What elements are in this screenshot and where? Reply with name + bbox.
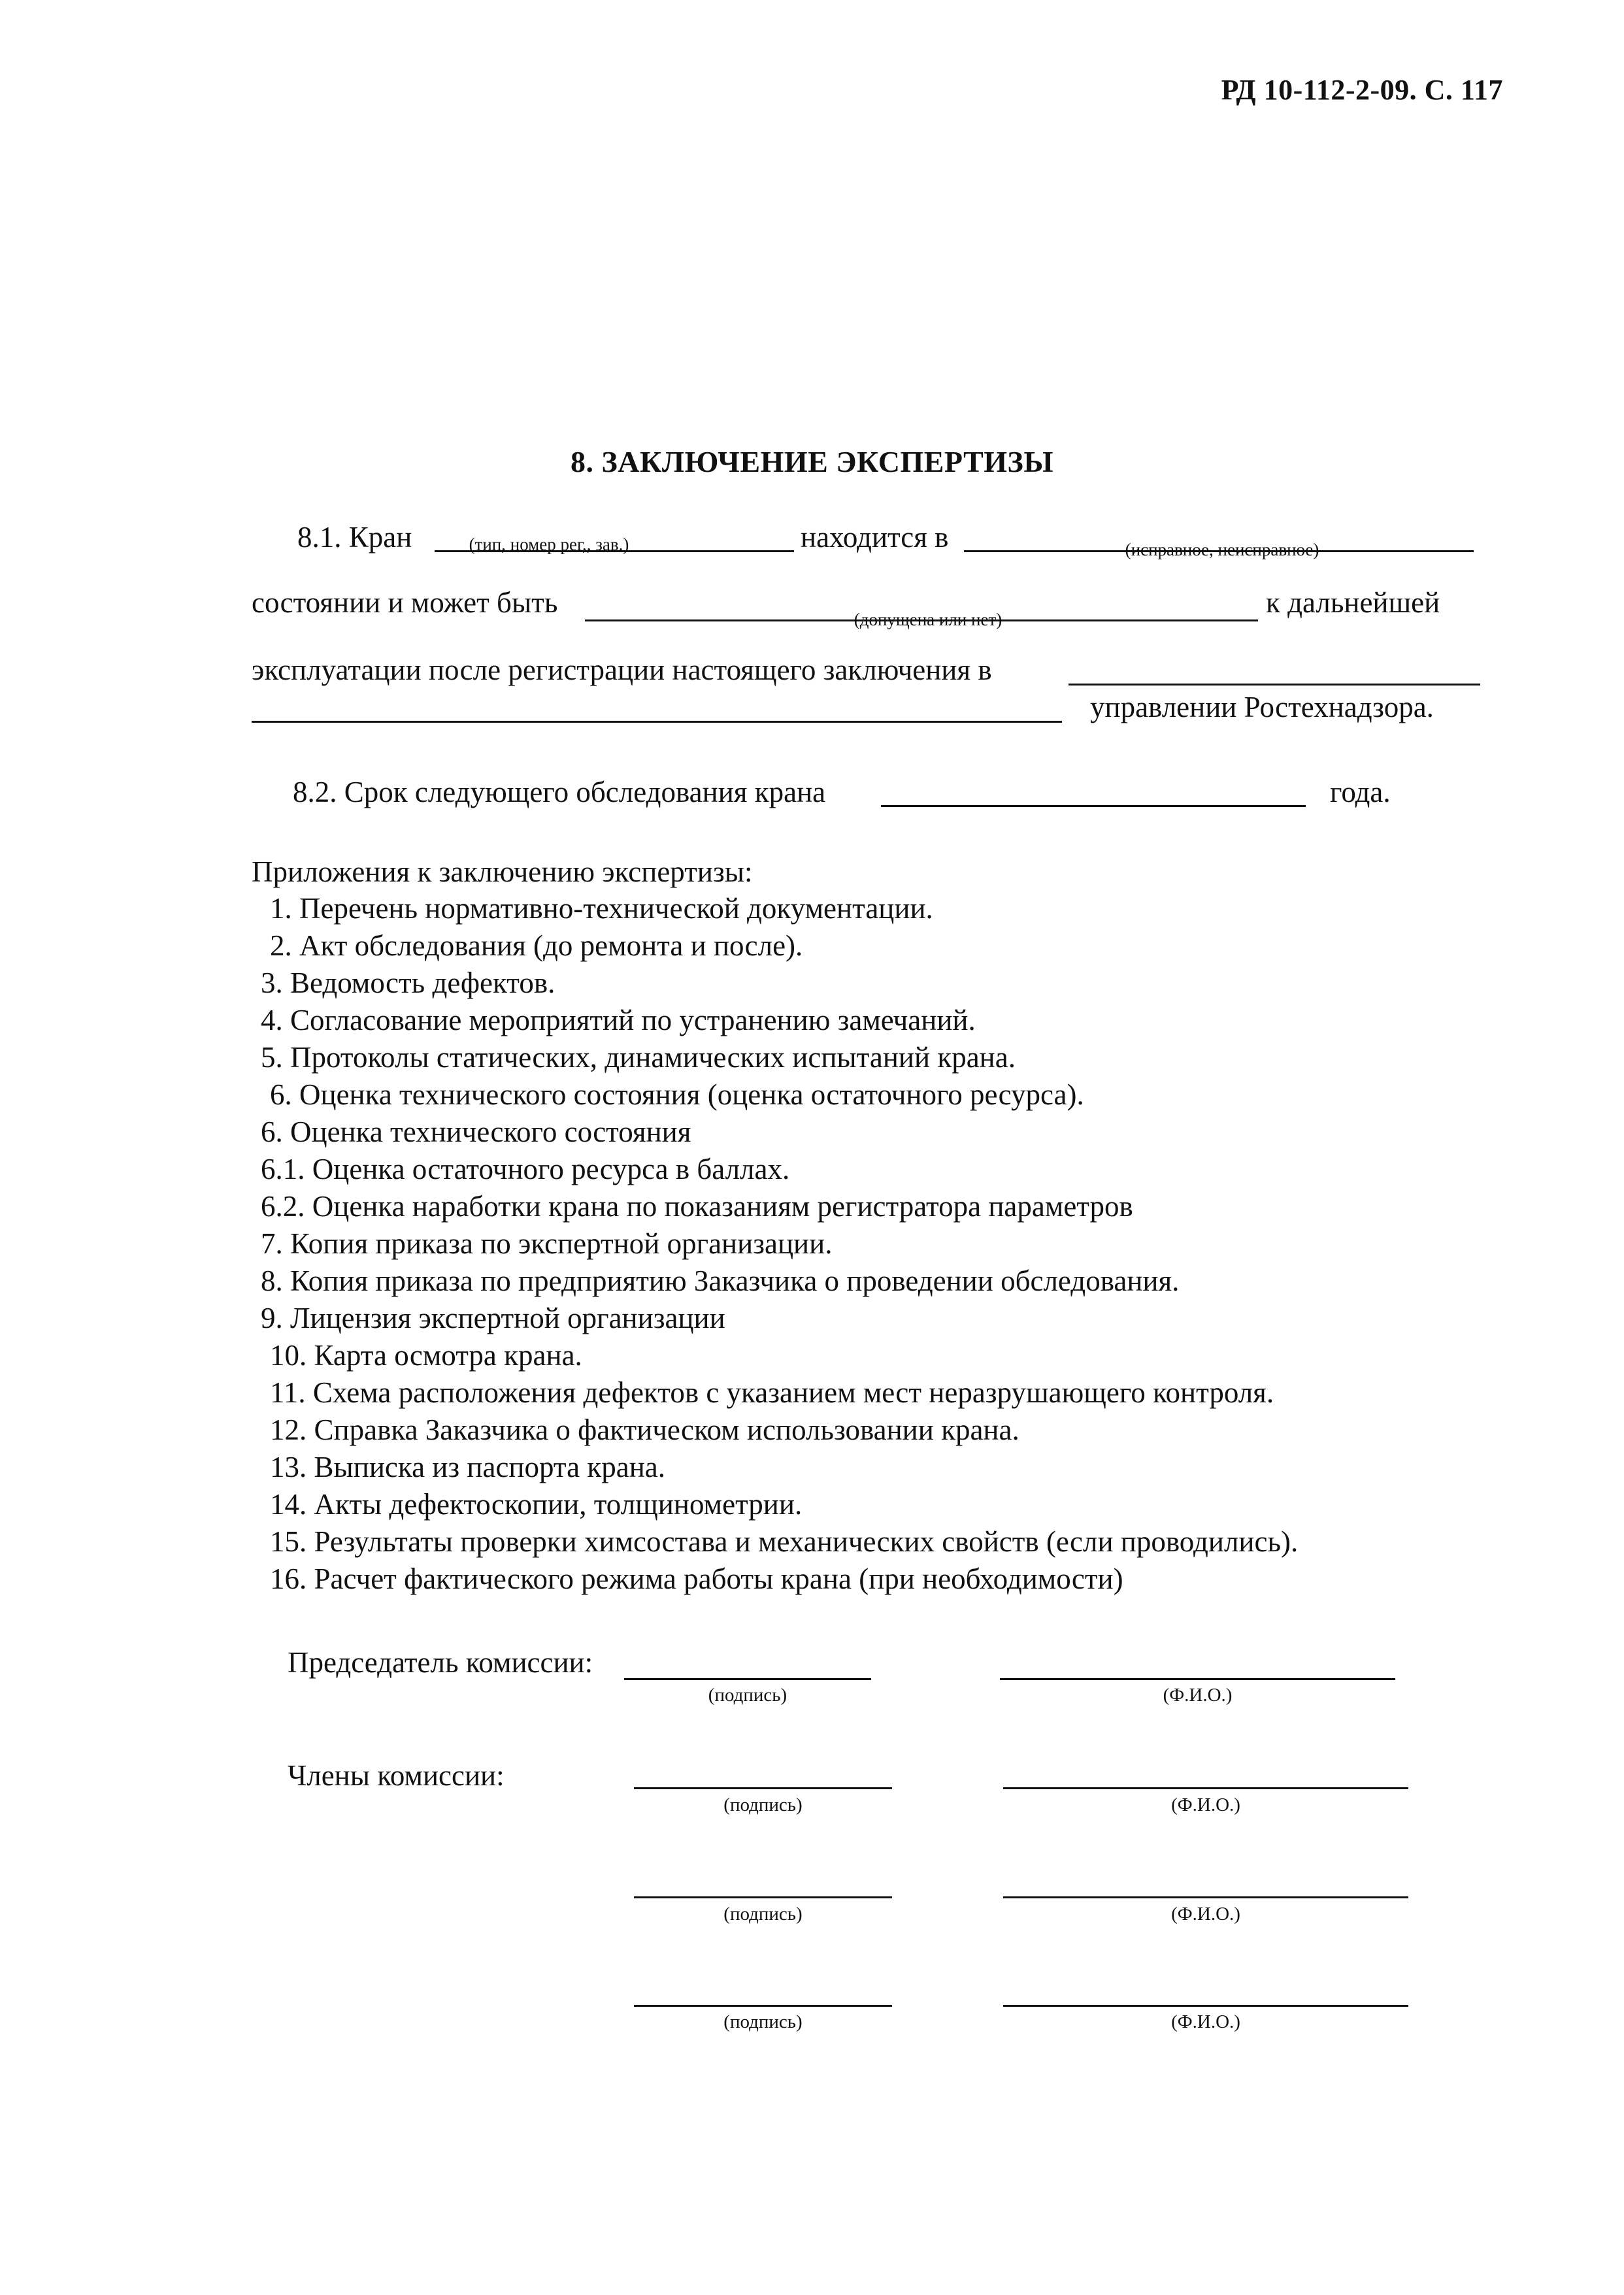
clause-8-1-operation: эксплуатации после регистрации настоящего заключения в: [252, 653, 992, 686]
members-label: Члены комиссии:: [288, 1759, 505, 1792]
member-name-hint: (Ф.И.О.): [1171, 1794, 1240, 1815]
clause-8-1-state-text: состоянии и может быть: [252, 586, 558, 619]
appendix-item: 6. Оценка технического состояния (оценка остаточного ресурса).: [270, 1078, 1084, 1111]
chairman-signature-hint: (подпись): [708, 1685, 787, 1706]
appendix-item: 13. Выписка из паспорта крана.: [270, 1451, 665, 1483]
member-name-line[interactable]: [1003, 1787, 1408, 1789]
appendix-item: 6.2. Оценка наработки крана по показаниям регистратора параметров: [261, 1190, 1133, 1223]
appendices-title: Приложения к заключению экспертизы:: [252, 855, 753, 888]
chairman-name-hint: (Ф.И.О.): [1163, 1685, 1233, 1706]
appendix-item: 2. Акт обследования (до ремонта и после).: [270, 929, 803, 962]
appendix-item: 14. Акты дефектоскопии, толщинометрии.: [270, 1488, 803, 1521]
crane-type-hint: (тип, номер рег,, зав.): [469, 535, 629, 554]
page-header-ref: РД 10-112-2-09. С. 117: [1221, 74, 1503, 106]
appendix-item: 9. Лицензия экспертной организации: [261, 1302, 725, 1334]
clause-8-1-located: находится в: [801, 521, 949, 553]
appendix-item: 1. Перечень нормативно-технической документации.: [270, 892, 933, 925]
member-signature-line[interactable]: [634, 1787, 892, 1789]
clause-8-1-lead: 8.1. Кран: [297, 521, 412, 553]
clause-8-1-office: управлении Ростехнадзора.: [1090, 691, 1434, 723]
member-name-hint: (Ф.И.О.): [1171, 2011, 1240, 2032]
appendix-item: 12. Справка Заказчика о фактическом использовании крана.: [270, 1413, 1019, 1446]
clause-8-2-lead: 8.2. Срок следующего обследования крана: [293, 776, 826, 808]
appendix-item: 4. Согласование мероприятий по устранению замечаний.: [261, 1004, 976, 1036]
appendix-item: 10. Карта осмотра крана.: [270, 1339, 582, 1372]
member-signature-hint: (подпись): [723, 1794, 803, 1815]
appendix-item: 15. Результаты проверки химсостава и механических свойств (если проводились).: [270, 1525, 1299, 1558]
crane-state-hint: (исправное, неисправное): [1125, 540, 1319, 559]
registration-field-line-2[interactable]: [252, 721, 1062, 723]
appendix-item: 16. Расчет фактического режима работы крана (при необходимости): [270, 1562, 1123, 1595]
chairman-signature-line[interactable]: [624, 1678, 871, 1680]
next-inspection-field-line[interactable]: [881, 805, 1306, 807]
appendix-item: 11. Схема расположения дефектов с указанием мест неразрушающего контроля.: [270, 1376, 1274, 1409]
appendices-list: [252, 890, 1298, 1598]
member-name-hint: (Ф.И.О.): [1171, 1904, 1240, 1924]
member-signature-hint: (подпись): [723, 1904, 803, 1924]
member-name-line[interactable]: [1003, 2005, 1408, 2007]
clause-8-1-further: к дальнейшей: [1266, 586, 1440, 619]
chairman-label: Председатель комиссии:: [288, 1646, 593, 1679]
clause-8-2-year: года.: [1330, 776, 1391, 808]
appendix-item: 8. Копия приказа по предприятию Заказчика о проведении обследования.: [261, 1264, 1180, 1297]
member-name-line[interactable]: [1003, 1896, 1408, 1898]
registration-field-line-1[interactable]: [1069, 684, 1480, 685]
appendix-item: 7. Копия приказа по экспертной организации.: [261, 1227, 833, 1260]
appendix-item: 6. Оценка технического состояния: [261, 1115, 691, 1148]
section-title: 8. ЗАКЛЮЧЕНИЕ ЭКСПЕРТИЗЫ: [570, 445, 1053, 478]
member-signature-line[interactable]: [634, 2005, 892, 2007]
member-signature-line[interactable]: [634, 1896, 892, 1898]
member-signature-hint: (подпись): [723, 2011, 803, 2032]
appendix-item: 6.1. Оценка остаточного ресурса в баллах.: [261, 1153, 790, 1185]
appendix-item: 3. Ведомость дефектов.: [261, 966, 555, 999]
appendix-item: 5. Протоколы статических, динамических испытаний крана.: [261, 1041, 1016, 1074]
admission-hint: (допущена или нет): [853, 610, 1003, 629]
chairman-name-line[interactable]: [1000, 1678, 1395, 1680]
